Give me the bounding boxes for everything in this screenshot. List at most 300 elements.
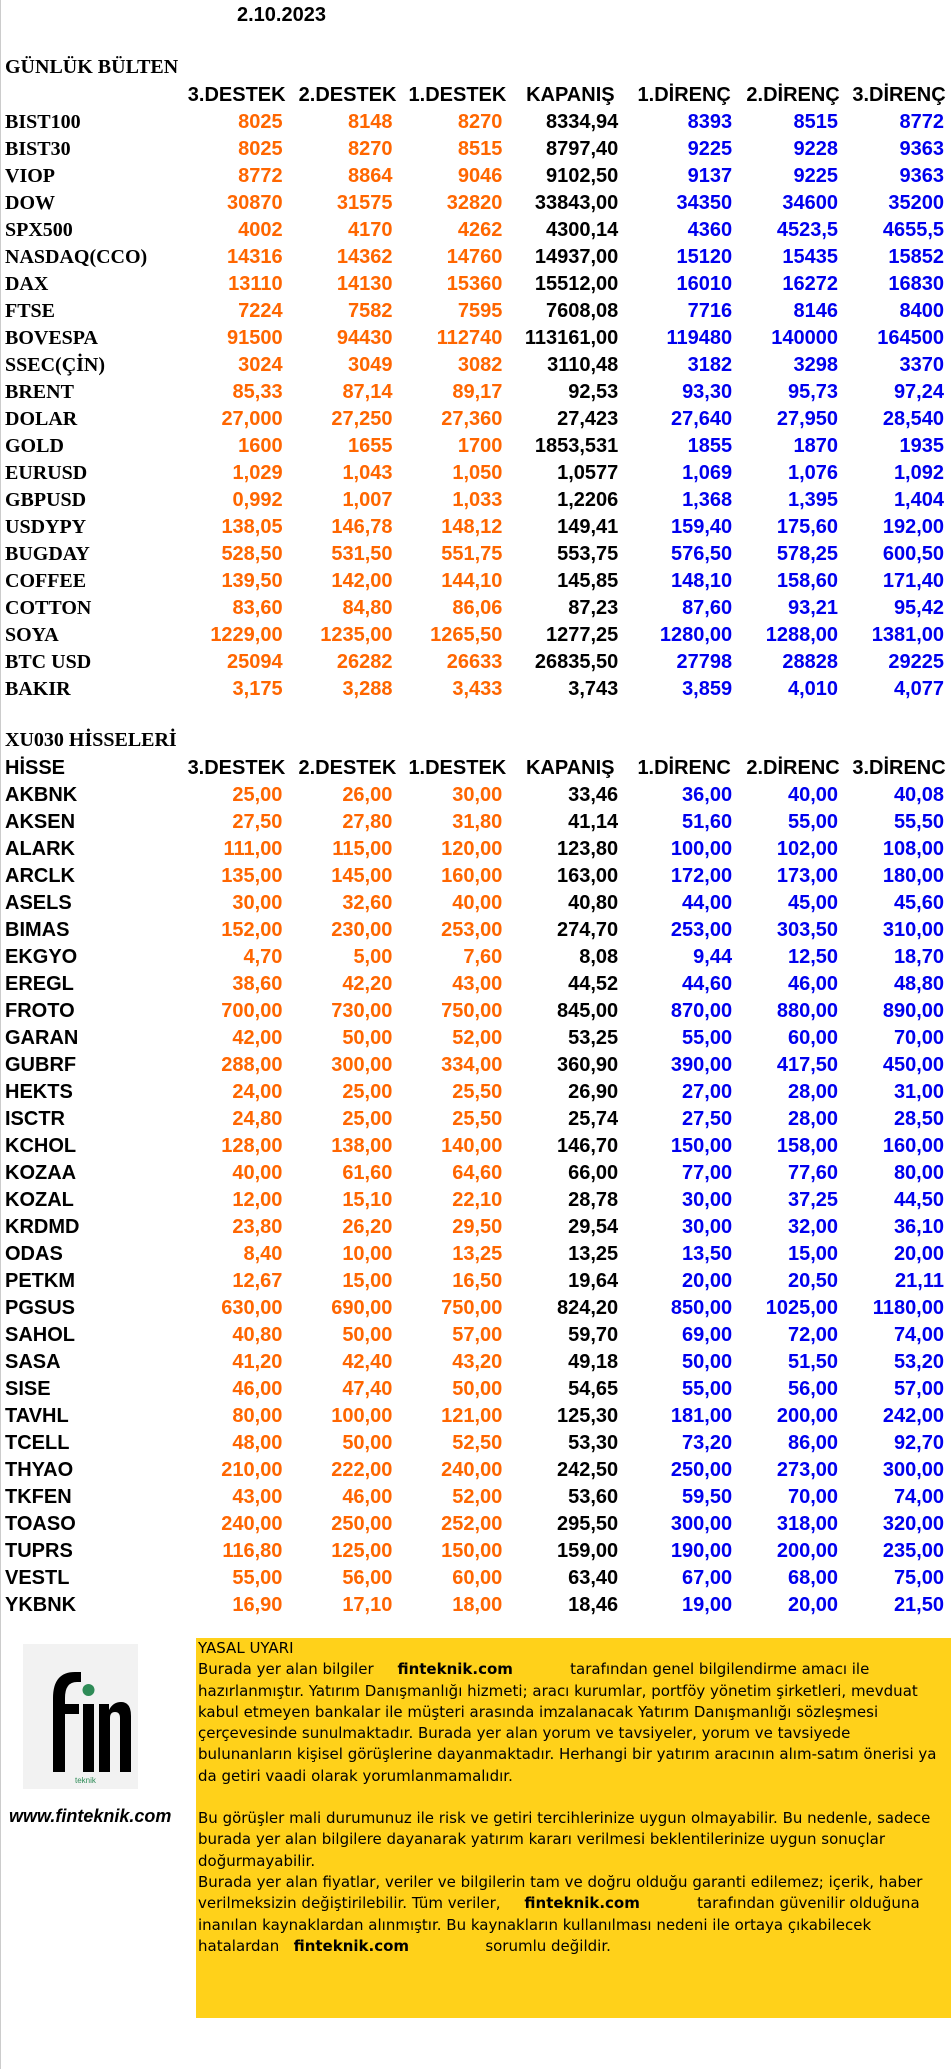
- support-value: 140,00: [441, 1135, 503, 1157]
- support-value: 4002: [238, 219, 283, 241]
- instrument-name: USDYPY: [5, 516, 87, 538]
- resistance-value: 1280,00: [659, 624, 733, 646]
- resistance-value: 93,30: [682, 381, 733, 403]
- table-row: [1, 163, 952, 190]
- legal-paragraph-3: Burada yer alan fiyatlar, veriler ve bilgilerin tam ve doğru olduğu garanti edilemez; içerik, haber verilmeksizin değiştirilebilir. Tüm veriler, finteknik.com tarafından güvenilir olduğuna inanılan kaynaklardan alınmıştır. Bu kaynakların kullanılması nedeni ile ortaya çıkabilecek hatalardan finteknik.com sorumlu değildir.: [198, 1872, 923, 1955]
- support-value: 27,000: [221, 408, 283, 430]
- table-header-row: [1, 82, 952, 109]
- support-value: 55,00: [232, 1567, 283, 1589]
- support-value: 115,00: [332, 838, 393, 860]
- support-value: 26282: [336, 651, 393, 673]
- support-value: 125,00: [331, 1540, 393, 1562]
- table-row: [1, 1376, 952, 1403]
- table-row: [1, 917, 952, 944]
- resistance-value: 31,00: [893, 1081, 944, 1103]
- support-value: 7,60: [463, 946, 503, 968]
- resistance-value: 880,00: [776, 1000, 839, 1022]
- resistance-value: 8146: [793, 300, 839, 322]
- support-value: 46,00: [232, 1378, 283, 1400]
- finteknik-logo: [23, 1644, 138, 1789]
- instrument-name: TOASO: [5, 1513, 76, 1535]
- instrument-name: PGSUS: [5, 1297, 76, 1319]
- column-header: 1.DİRENÇ: [637, 84, 731, 106]
- close-value: 92,53: [568, 381, 619, 403]
- support-value: 750,00: [441, 1297, 503, 1319]
- support-value: 41,20: [232, 1351, 283, 1373]
- brand-name: finteknik.com: [293, 1936, 410, 1955]
- support-value: 31,80: [452, 811, 503, 833]
- column-header: 1.DESTEK: [408, 757, 507, 779]
- resistance-value: 86,00: [787, 1432, 839, 1454]
- resistance-value: 30,00: [682, 1216, 733, 1238]
- resistance-value: 300,00: [670, 1513, 733, 1535]
- close-value: 15512,00: [534, 273, 619, 295]
- support-value: 16,50: [452, 1270, 503, 1292]
- close-value: 4300,14: [545, 219, 619, 241]
- resistance-value: 181,00: [670, 1405, 733, 1427]
- support-value: 31575: [336, 192, 393, 214]
- resistance-value: 9225: [793, 165, 839, 187]
- support-value: 3049: [348, 354, 393, 376]
- table-row: [1, 568, 952, 595]
- resistance-value: 70,00: [893, 1027, 944, 1049]
- support-value: 25,50: [452, 1108, 503, 1130]
- resistance-value: 27,50: [682, 1108, 733, 1130]
- resistance-value: 28,00: [787, 1081, 839, 1103]
- support-value: 1655: [348, 435, 393, 457]
- resistance-value: 80,00: [893, 1162, 944, 1184]
- support-value: 4,70: [243, 946, 283, 968]
- column-header: 2.DESTEK: [298, 757, 397, 779]
- resistance-value: 4,010: [787, 678, 839, 700]
- instrument-name: DAX: [5, 273, 49, 295]
- support-value: 30,00: [452, 784, 503, 806]
- resistance-value: 51,60: [682, 811, 733, 833]
- column-header: HİSSE: [5, 757, 66, 779]
- resistance-value: 8400: [899, 300, 944, 322]
- support-value: 13,25: [452, 1243, 503, 1265]
- support-value: 30870: [226, 192, 283, 214]
- resistance-value: 1288,00: [765, 624, 839, 646]
- resistance-value: 300,00: [882, 1459, 944, 1481]
- close-value: 14937,00: [534, 246, 619, 268]
- support-value: 288,00: [221, 1054, 283, 1076]
- resistance-value: 77,60: [787, 1162, 839, 1184]
- support-value: 32,60: [342, 892, 393, 914]
- close-value: 87,23: [568, 597, 619, 619]
- support-value: 1,043: [342, 462, 393, 484]
- bulletin-date: 2.10.2023: [237, 4, 326, 26]
- close-value: 9102,50: [545, 165, 619, 187]
- resistance-value: 59,50: [682, 1486, 733, 1508]
- support-value: 139,50: [221, 570, 283, 592]
- column-header: KAPANIŞ: [526, 84, 615, 106]
- resistance-value: 77,00: [682, 1162, 733, 1184]
- resistance-value: 69,00: [682, 1324, 733, 1346]
- resistance-value: 57,00: [893, 1378, 944, 1400]
- support-value: 86,06: [452, 597, 503, 619]
- instrument-name: COFFEE: [5, 570, 87, 592]
- support-value: 43,20: [452, 1351, 503, 1373]
- support-value: 43,00: [232, 1486, 283, 1508]
- support-value: 4170: [348, 219, 393, 241]
- close-value: 8,08: [579, 946, 619, 968]
- resistance-value: 4655,5: [882, 219, 944, 241]
- support-value: 38,60: [232, 973, 283, 995]
- instrument-name: THYAO: [5, 1459, 74, 1481]
- support-value: 112740: [436, 327, 503, 349]
- support-value: 144,10: [441, 570, 503, 592]
- resistance-value: 1,076: [787, 462, 839, 484]
- resistance-value: 160,00: [882, 1135, 944, 1157]
- support-value: 152,00: [221, 919, 283, 941]
- resistance-value: 3182: [687, 354, 733, 376]
- instrument-name: BAKIR: [5, 678, 71, 700]
- resistance-value: 1,395: [787, 489, 839, 511]
- support-value: 690,00: [331, 1297, 393, 1319]
- resistance-value: 16830: [888, 273, 944, 295]
- table-row: [1, 1214, 952, 1241]
- table-row: [1, 1160, 952, 1187]
- instrument-name: ASELS: [5, 892, 72, 914]
- support-value: 40,00: [452, 892, 503, 914]
- resistance-value: 51,50: [787, 1351, 839, 1373]
- table-row: [1, 1322, 952, 1349]
- support-value: 25,00: [342, 1081, 393, 1103]
- close-value: 49,18: [568, 1351, 619, 1373]
- resistance-value: 46,00: [787, 973, 839, 995]
- support-value: 14316: [226, 246, 283, 268]
- support-value: 15,10: [342, 1189, 393, 1211]
- resistance-value: 417,50: [776, 1054, 839, 1076]
- resistance-value: 100,00: [670, 838, 733, 860]
- support-value: 26,00: [342, 784, 393, 806]
- xu030-table: [1, 755, 952, 1619]
- resistance-value: 4,077: [893, 678, 944, 700]
- instrument-name: EURUSD: [5, 462, 88, 484]
- table-header-row: [1, 755, 952, 782]
- resistance-value: 20,00: [682, 1270, 733, 1292]
- support-value: 4262: [457, 219, 503, 241]
- resistance-value: 253,00: [670, 919, 733, 941]
- support-value: 52,00: [452, 1486, 503, 1508]
- support-value: 334,00: [441, 1054, 503, 1076]
- close-value: 553,75: [557, 543, 619, 565]
- resistance-value: 15435: [782, 246, 839, 268]
- table-row: [1, 406, 952, 433]
- column-header: KAPANIŞ: [525, 757, 615, 779]
- support-value: 50,00: [342, 1432, 393, 1454]
- support-value: 160,00: [441, 865, 503, 887]
- resistance-value: 73,20: [682, 1432, 733, 1454]
- resistance-value: 12,50: [787, 946, 839, 968]
- support-value: 730,00: [331, 1000, 393, 1022]
- resistance-value: 27,00: [682, 1081, 733, 1103]
- instrument-name: TKFEN: [5, 1486, 72, 1508]
- table-row: [1, 271, 952, 298]
- support-value: 48,00: [232, 1432, 283, 1454]
- instrument-name: ODAS: [5, 1243, 63, 1265]
- resistance-value: 34350: [676, 192, 733, 214]
- support-value: 1,033: [452, 489, 503, 511]
- resistance-value: 20,50: [787, 1270, 839, 1292]
- resistance-value: 171,40: [882, 570, 944, 592]
- table-row: [1, 649, 952, 676]
- resistance-value: 50,00: [682, 1351, 733, 1373]
- instrument-name: FROTO: [5, 1000, 75, 1022]
- resistance-value: 40,08: [893, 784, 944, 806]
- close-value: 360,90: [557, 1054, 619, 1076]
- resistance-value: 9228: [793, 138, 839, 160]
- resistance-value: 19,00: [682, 1594, 733, 1616]
- resistance-value: 450,00: [882, 1054, 944, 1076]
- legal-disclaimer: [196, 1638, 951, 2018]
- resistance-value: 97,24: [893, 381, 944, 403]
- support-value: 8270: [457, 111, 503, 133]
- resistance-value: 158,00: [776, 1135, 839, 1157]
- resistance-value: 28,00: [787, 1108, 839, 1130]
- support-value: 3,433: [452, 678, 503, 700]
- resistance-value: 1870: [793, 435, 839, 457]
- close-value: 53,60: [568, 1486, 619, 1508]
- support-value: 3082: [457, 354, 503, 376]
- resistance-value: 600,50: [882, 543, 944, 565]
- close-value: 123,80: [557, 838, 619, 860]
- table-row: [1, 622, 952, 649]
- resistance-value: 27,640: [670, 408, 733, 430]
- fin-logo-icon: [23, 1644, 138, 1789]
- table-row: [1, 890, 952, 917]
- support-value: 52,00: [452, 1027, 503, 1049]
- instrument-name: BRENT: [5, 381, 74, 403]
- support-value: 25,00: [232, 784, 283, 806]
- table-row: [1, 1538, 952, 1565]
- support-value: 29,50: [452, 1216, 503, 1238]
- legal-paragraph-1: Burada yer alan bilgiler finteknik.com tarafından genel bilgilendirme amacı ile hazırlanmıştır. Yatırım Danışmanlığı hizmeti; aracı kurumlar, portföy yönetim şirketleri, mevduat kabul etmeyen bankalar ile müşteri arasında imzalanacak Yatırım Danışmanlığı sözleşmesi çerçevesinde sunulmaktadır. Burada yer alan yorum ve tavsiyeler, yorum ve tavsiyede bulunanların kişisel görüşlerine dayanmaktadır. Herhangi bir yatırım aracının alım-satım önerisi ya da getiri vaadi olarak yorumlanmamalıdır.: [198, 1660, 937, 1785]
- support-value: 1,050: [452, 462, 503, 484]
- close-value: 125,30: [557, 1405, 619, 1427]
- support-value: 120,00: [441, 838, 503, 860]
- close-value: 54,65: [568, 1378, 619, 1400]
- support-value: 1600: [238, 435, 283, 457]
- support-value: 26633: [446, 651, 503, 673]
- support-value: 50,00: [342, 1324, 393, 1346]
- support-value: 46,00: [342, 1486, 393, 1508]
- resistance-value: 148,10: [670, 570, 733, 592]
- support-value: 83,60: [232, 597, 283, 619]
- resistance-value: 35200: [888, 192, 944, 214]
- instrument-name: SSEC(ÇİN): [5, 354, 106, 376]
- support-value: 8025: [238, 111, 283, 133]
- table-row: [1, 1349, 952, 1376]
- table-row: [1, 487, 952, 514]
- resistance-value: 9,44: [693, 946, 733, 968]
- instrument-name: NASDAQ(CCO): [5, 246, 148, 268]
- support-value: 240,00: [221, 1513, 283, 1535]
- support-value: 22,10: [452, 1189, 503, 1211]
- support-value: 47,40: [342, 1378, 393, 1400]
- column-header: 2.DİRENC: [746, 757, 840, 779]
- instrument-name: COTTON: [5, 597, 92, 619]
- support-value: 8772: [238, 165, 283, 187]
- support-value: 32820: [446, 192, 503, 214]
- resistance-value: 95,42: [893, 597, 944, 619]
- support-value: 14362: [336, 246, 393, 268]
- support-value: 1265,50: [430, 624, 503, 646]
- resistance-value: 93,21: [787, 597, 839, 619]
- table-row: [1, 190, 952, 217]
- resistance-value: 44,60: [682, 973, 733, 995]
- resistance-value: 34600: [782, 192, 839, 214]
- support-value: 7582: [348, 300, 393, 322]
- resistance-value: 28,50: [893, 1108, 944, 1130]
- column-header: 3.DİRENC: [852, 757, 946, 779]
- support-value: 42,00: [232, 1027, 283, 1049]
- resistance-value: 30,00: [682, 1189, 733, 1211]
- support-value: 43,00: [452, 973, 503, 995]
- instrument-name: GOLD: [5, 435, 64, 457]
- support-value: 85,33: [232, 381, 283, 403]
- support-value: 528,50: [221, 543, 283, 565]
- instrument-name: TUPRS: [5, 1540, 73, 1562]
- resistance-value: 119480: [666, 327, 733, 349]
- instrument-name: TCELL: [5, 1432, 70, 1454]
- close-value: 824,20: [557, 1297, 619, 1319]
- support-value: 50,00: [342, 1027, 393, 1049]
- instrument-name: VESTL: [5, 1567, 70, 1589]
- resistance-value: 29225: [888, 651, 944, 673]
- close-value: 25,74: [568, 1108, 619, 1130]
- support-value: 750,00: [441, 1000, 503, 1022]
- instrument-name: DOW: [5, 192, 55, 214]
- resistance-value: 158,60: [776, 570, 839, 592]
- close-value: 242,50: [557, 1459, 619, 1481]
- resistance-value: 36,00: [682, 784, 733, 806]
- table-row: [1, 1511, 952, 1538]
- table-row: [1, 541, 952, 568]
- support-value: 15360: [446, 273, 503, 295]
- resistance-value: 102,00: [776, 838, 839, 860]
- resistance-value: 92,70: [893, 1432, 944, 1454]
- support-value: 18,00: [452, 1594, 503, 1616]
- resistance-value: 850,00: [670, 1297, 733, 1319]
- resistance-value: 55,50: [893, 811, 944, 833]
- instrument-name: DOLAR: [5, 408, 78, 430]
- resistance-value: 1,404: [893, 489, 944, 511]
- resistance-value: 36,10: [893, 1216, 944, 1238]
- support-value: 5,00: [353, 946, 393, 968]
- column-header: 1.DİRENC: [637, 757, 731, 779]
- resistance-value: 8393: [687, 111, 733, 133]
- close-value: 1,2206: [557, 489, 619, 511]
- support-value: 1,007: [342, 489, 393, 511]
- resistance-value: 9137: [687, 165, 733, 187]
- table-row: [1, 1025, 952, 1052]
- resistance-value: 45,00: [787, 892, 839, 914]
- support-value: 1235,00: [320, 624, 393, 646]
- instrument-name: GUBRF: [5, 1054, 77, 1076]
- close-value: 8334,94: [545, 111, 619, 133]
- close-value: 163,00: [557, 865, 619, 887]
- resistance-value: 1,368: [682, 489, 733, 511]
- brand-name: finteknik.com: [524, 1894, 640, 1913]
- resistance-value: 310,00: [882, 919, 944, 941]
- resistance-value: 173,00: [776, 865, 839, 887]
- resistance-value: 200,00: [776, 1540, 839, 1562]
- resistance-value: 180,00: [882, 865, 944, 887]
- table-row: [1, 1133, 952, 1160]
- table-row: [1, 460, 952, 487]
- close-value: 145,85: [557, 570, 619, 592]
- table-row: [1, 1484, 952, 1511]
- daily-bulletin-table: [1, 82, 952, 703]
- resistance-value: 21,11: [895, 1270, 944, 1292]
- resistance-value: 1381,00: [871, 624, 944, 646]
- support-value: 56,00: [342, 1567, 393, 1589]
- close-value: 19,64: [568, 1270, 619, 1292]
- resistance-value: 27798: [676, 651, 733, 673]
- support-value: 111,00: [223, 838, 283, 860]
- resistance-value: 32,00: [787, 1216, 839, 1238]
- resistance-value: 1180,00: [872, 1297, 944, 1319]
- support-value: 23,80: [232, 1216, 283, 1238]
- support-value: 25,00: [342, 1108, 393, 1130]
- support-value: 3,288: [342, 678, 393, 700]
- resistance-value: 192,00: [882, 516, 944, 538]
- resistance-value: 576,50: [670, 543, 733, 565]
- table-row: [1, 1106, 952, 1133]
- resistance-value: 70,00: [787, 1486, 839, 1508]
- resistance-value: 390,00: [670, 1054, 733, 1076]
- support-value: 15,00: [342, 1270, 393, 1292]
- support-value: 40,80: [232, 1324, 283, 1346]
- resistance-value: 1855: [687, 435, 733, 457]
- resistance-value: 3,859: [682, 678, 733, 700]
- website-link[interactable]: www.finteknik.com: [9, 1806, 172, 1826]
- support-value: 142,00: [331, 570, 393, 592]
- support-value: 24,00: [232, 1081, 283, 1103]
- support-value: 700,00: [221, 1000, 283, 1022]
- support-value: 64,60: [452, 1162, 503, 1184]
- resistance-value: 890,00: [882, 1000, 944, 1022]
- close-value: 146,70: [557, 1135, 619, 1157]
- instrument-name: YKBNK: [5, 1594, 77, 1616]
- support-value: 8148: [348, 111, 393, 133]
- column-header: 2.DESTEK: [298, 84, 397, 106]
- support-value: 222,00: [331, 1459, 393, 1481]
- close-value: 1277,25: [545, 624, 619, 646]
- resistance-value: 87,60: [682, 597, 733, 619]
- support-value: 8025: [238, 138, 283, 160]
- support-value: 40,00: [232, 1162, 283, 1184]
- support-value: 7224: [238, 300, 283, 322]
- resistance-value: 55,00: [682, 1378, 733, 1400]
- instrument-name: SAHOL: [5, 1324, 75, 1346]
- resistance-value: 20,00: [787, 1594, 839, 1616]
- table-row: [1, 971, 952, 998]
- support-value: 121,00: [441, 1405, 503, 1427]
- support-value: 100,00: [331, 1405, 393, 1427]
- brand-name: finteknik.com: [397, 1660, 513, 1679]
- table-row: [1, 352, 952, 379]
- resistance-value: 18,70: [893, 946, 944, 968]
- resistance-value: 95,73: [787, 381, 839, 403]
- table-row: [1, 836, 952, 863]
- resistance-value: 250,00: [670, 1459, 733, 1481]
- legal-title: YASAL UYARI: [198, 1639, 294, 1657]
- resistance-value: 190,00: [670, 1540, 733, 1562]
- svg-text:teknik: teknik: [75, 1776, 96, 1785]
